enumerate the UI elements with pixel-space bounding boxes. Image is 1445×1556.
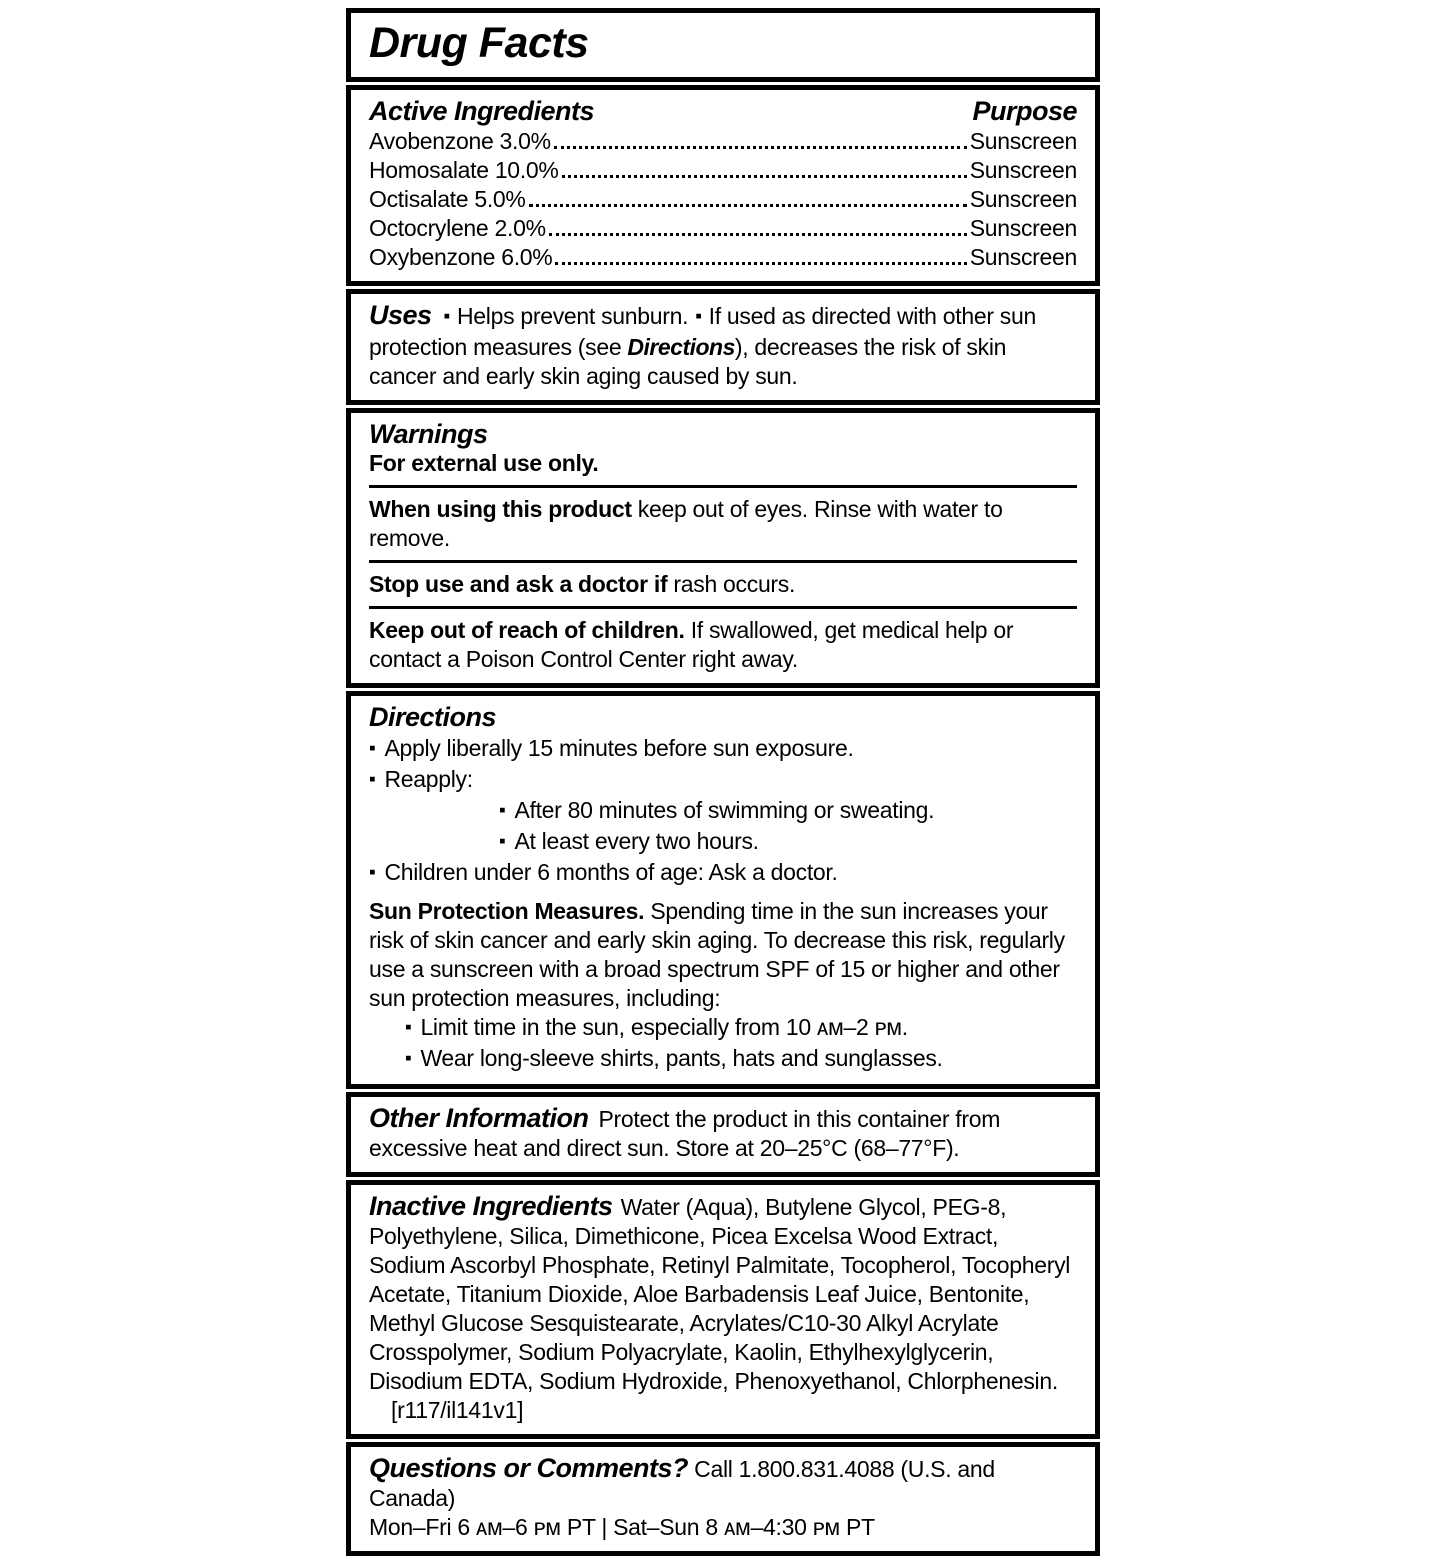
active-ingredients-header [369,97,1077,126]
uses-heading: Uses [369,300,432,330]
bullet-icon: ▪ [443,306,450,327]
direction-subitem [499,796,1077,827]
warning-keep-away-bold: Keep out of reach of children. [369,617,685,643]
direction-item [369,858,1077,889]
questions-line [369,1454,1077,1513]
other-information-text: Protect the product in this container from excessive heat and direct sun. Store at 20–25°C (68–77°F). [369,1106,1001,1161]
ingredient-row [369,243,1077,272]
ingredient-purpose: Sunscreen [969,157,1077,183]
ingredient-name: Homosalate 10.0% [369,157,559,183]
direction-reapply: Reapply: [384,766,473,792]
warning-stop-use-bold: Stop use and ask a doctor if [369,571,668,597]
section-active-ingredients [346,85,1100,286]
direction-children: Children under 6 months of age: Ask a doctor. [384,859,838,885]
direction-apply: Apply liberally 15 minutes before sun exposure. [384,735,854,761]
warning-keep-away-rest: If swallowed, get medical help or contact a Poison Control Center right away. [369,617,1014,672]
inactive-ingredients-paragraph [369,1192,1077,1425]
bullet-icon: ▪ [369,769,376,790]
active-ingredients-heading: Active Ingredients [369,96,595,126]
ingredient-purpose: Sunscreen [969,215,1077,241]
dot-leader [529,204,967,207]
direction-reapply-swimming: After 80 minutes of swimming or sweating. [514,797,935,823]
ingredient-row [369,127,1077,156]
ingredient-row [369,214,1077,243]
ingredient-name: Octocrylene 2.0% [369,215,546,241]
sun-protection-text: Spending time in the sun increases your risk of skin cancer and early skin aging. To decrease this risk, regularly use a sunscreen with a broad spectrum SPF of 15 or higher and other sun protection measures, including: [369,898,1065,1011]
sun-protection-subitem [405,1044,1077,1075]
ingredient-purpose: Sunscreen [969,128,1077,154]
direction-reapply-hours: At least every two hours. [514,828,759,854]
questions-hours: Mon–Fri 6 ᴀᴍ–6 ᴘᴍ PT | Sat–Sun 8 ᴀᴍ–4:30 ᴘᴍ PT [369,1514,875,1540]
inactive-ingredients-heading: Inactive Ingredients [369,1191,613,1221]
bullet-icon: ▪ [695,306,702,327]
directions-reference: Directions [627,334,735,360]
dot-leader [562,175,967,178]
dot-leader [549,233,967,236]
ingredient-name: Oxybenzone 6.0% [369,244,553,270]
bullet-icon: ▪ [405,1048,412,1069]
bullet-icon: ▪ [369,862,376,883]
inactive-ingredients-text: Water (Aqua), Butylene Glycol, PEG-8, Polyethylene, Silica, Dimethicone, Picea Excelsa Wood Extract, Sodium Ascorbyl Phosphate, Retinyl Palmitate, Tocopherol, Tocopheryl Acetate, Titanium Dioxide, Aloe Barbadensis Leaf Juice, Bentonite, Methyl Glucose Sesquistearate, Acrylates/C10-30 Alkyl Acrylate Crosspolymer, Sodium Polyacrylate, Kaolin, Ethylhexylglycerin, Disodium EDTA, Sodium Hydroxide, Phenoxyethanol, Chlorphenesin. [369,1194,1071,1394]
sun-protection-wear-clothing: Wear long-sleeve shirts, pants, hats and sunglasses. [420,1045,943,1071]
sun-protection-heading: Sun Protection Measures. [369,898,645,924]
warning-when-using [369,495,1077,553]
ingredient-row [369,156,1077,185]
bullet-icon: ▪ [405,1017,412,1038]
warning-stop-use [369,570,1077,599]
section-directions [346,691,1100,1089]
other-information-heading: Other Information [369,1103,589,1133]
divider [369,606,1077,609]
ingredient-purpose: Sunscreen [969,244,1077,270]
uses-paragraph [369,301,1077,391]
uses-item-1: Helps prevent sunburn. [456,303,689,329]
warnings-heading: Warnings [369,419,488,449]
bullet-icon: ▪ [369,738,376,759]
questions-phone: Call 1.800.831.4088 (U.S. and Canada) [369,1456,995,1511]
section-other-information [346,1092,1100,1177]
ingredient-purpose: Sunscreen [969,186,1077,212]
bullet-icon: ▪ [499,800,506,821]
purpose-heading: Purpose [972,96,1077,126]
directions-heading: Directions [369,702,497,732]
section-inactive-ingredients [346,1180,1100,1439]
other-information-paragraph [369,1104,1077,1163]
drug-facts-title: Drug Facts [369,19,589,67]
uses-item-2-pre: If used as directed with other sun protection measures (see [369,303,1036,360]
dot-leader [555,262,966,265]
ingredient-name: Octisalate 5.0% [369,186,526,212]
section-questions [346,1442,1100,1556]
warning-keep-away [369,616,1077,674]
warning-when-using-bold: When using this product [369,496,632,522]
questions-heading: Questions or Comments? [369,1453,689,1483]
divider [369,485,1077,488]
section-warnings [346,408,1100,688]
ingredient-name: Avobenzone 3.0% [369,128,551,154]
section-uses [346,289,1100,405]
divider [369,560,1077,563]
warning-when-using-rest: keep out of eyes. Rinse with water to remove. [369,496,1003,551]
revision-code: [r117/il141v1] [391,1397,524,1423]
sun-protection-limit-time: Limit time in the sun, especially from 10 ᴀᴍ–2 ᴘᴍ. [420,1014,908,1040]
warning-stop-use-rest: rash occurs. [667,571,796,597]
direction-item [369,765,1077,796]
uses-item-2-post: ), decreases the risk of skin cancer and early skin aging caused by sun. [369,334,1007,389]
warning-external-use: For external use only. [369,450,599,476]
ingredient-row [369,185,1077,214]
section-title [346,8,1100,82]
sun-protection-paragraph [369,897,1077,1013]
direction-item [369,734,1077,765]
sun-protection-subitem [405,1013,1077,1044]
drug-facts-label [346,8,1100,1556]
direction-subitem [499,827,1077,858]
bullet-icon: ▪ [499,831,506,852]
dot-leader [554,146,967,149]
